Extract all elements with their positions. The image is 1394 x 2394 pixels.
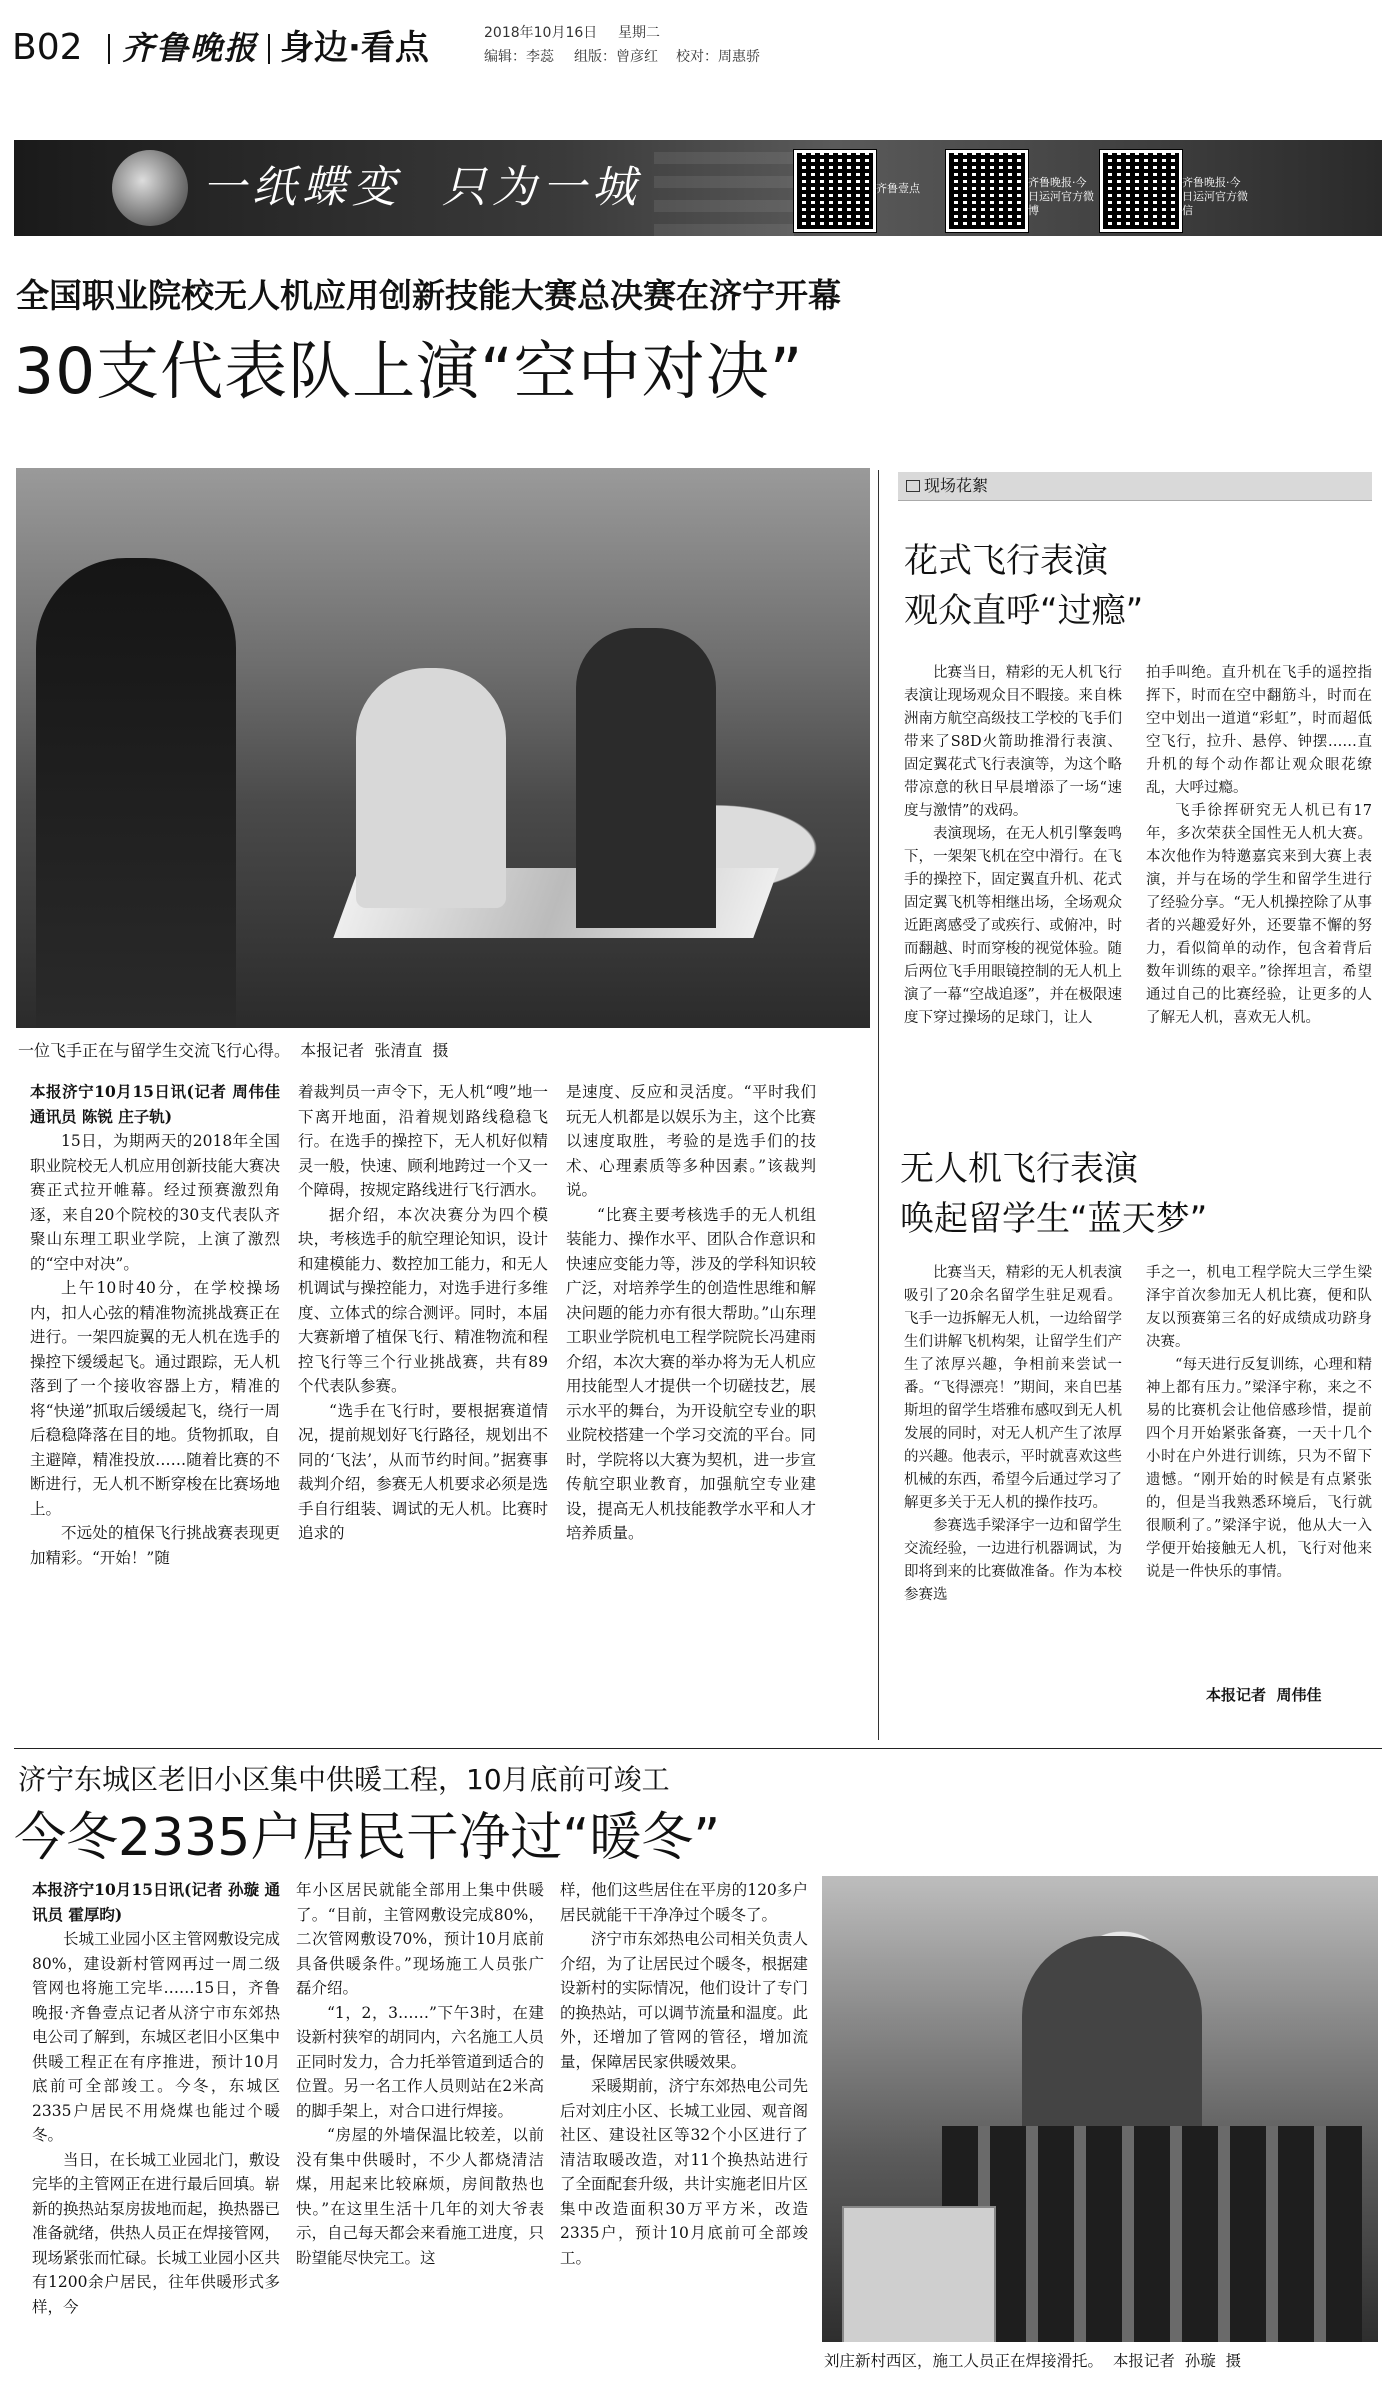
paragraph: 是速度、反应和灵活度。“平时我们玩无人机都是以娱乐为主，这个比赛以速度取胜，考验的是选手们的技术、心理素质等多种因素。”该裁判说。 <box>566 1083 816 1199</box>
layout-credit: 组版：曾彦红 <box>574 49 658 65</box>
paragraph: 年小区居民就能全部用上集中供暖了。“目前，主管网敷设完成80%，二次管网敷设70%，预计10月底前具备供暖条件。”现场施工人员张广磊介绍。 <box>296 1881 544 1997</box>
paragraph: 表演现场，在无人机引擎轰鸣下，一架架飞机在空中滑行。在飞手的操控下，固定翼直升机、花式固定翼飞机等相继出场，全场观众近距离感受了或疾行、或俯冲，时而翻越、时而穿梭的视觉体验。随后两位飞手用眼镜控制的无人机上演了一幕“空战追逐”，并在极限速度下穿过操场的足球门，让人 <box>904 826 1122 1026</box>
paragraph: “房屋的外墙保温比较差，以前没有集中供暖时，不少人都烧清洁煤，用起来比较麻烦，房间散热也快。”在这里生活十几年的刘大爷表示，自己每天都会来看施工进度，只盼望能尽快完工。这 <box>296 2126 544 2267</box>
paragraph: 样，他们这些居住在平房的120多户居民就能干干净净过个暖冬了。 <box>560 1881 808 1924</box>
paragraph: 据介绍，本次决赛分为四个模块，考核选手的航空理论知识，设计和建模能力、数控加工能力，和无人机调试与操控能力，对选手进行多维度、立体式的综合测评。同时，本届大赛新增了植保飞行、精准物流和程控飞行等三个行业挑战赛，共有89个代表队参赛。 <box>298 1205 548 1395</box>
story1-column-1 <box>30 1080 280 1740</box>
paragraph: “比赛主要考核选手的无人机组装能力、操作水平、团队合作意识和快速应变能力等，涉及的学科知识较广泛，对培养学生的创造性思维和解决问题的能力亦有很大帮助。”山东理工职业学院机电工程学院院长冯建雨介绍，本次大赛的举办将为无人机应用技能型人才提供一个切磋技艺，展示水平的舞台，为开设航空专业的职业院校搭建一个学习交流的平台。同时，学院将以大赛为契机，进一步宣传航空职业教育，加强航空专业建设，提高无人机技能教学水平和人才培养质量。 <box>566 1205 816 1542</box>
paragraph: “1，2，3……”下午3时，在建设新村狭窄的胡同内，六名施工人员正同时发力，合力托举管道到适合的位置。另一名工作人员则站在2米高的脚手架上，对合口进行焊接。 <box>296 2003 544 2120</box>
story2-column-2 <box>296 1878 544 2378</box>
qr-code-weibo <box>946 150 1028 232</box>
sidebar-tag <box>898 472 1372 501</box>
story1-photo <box>16 468 870 1028</box>
story2-column-3 <box>560 1878 808 2378</box>
section-title: 身边·看点 <box>280 28 429 68</box>
issue-date: 2018年10月16日 <box>484 25 598 41</box>
banner-emblem <box>112 150 188 226</box>
paragraph: 拍手叫绝。直升机在飞手的遥控指挥下，时而在空中翻筋斗，时而在空中划出一道道“彩虹”，时而超低空飞行，拉升、悬停、钟摆……直升机的每个动作都让观众眼花缭乱，大呼过瘾。 <box>1146 665 1372 796</box>
paper-name-logo: 齐鲁晚报 <box>122 29 259 67</box>
header-divider <box>108 34 110 64</box>
paragraph: 不远处的植保飞行挑战赛表现更加精彩。“开始！”随 <box>30 1524 280 1567</box>
photo-person-right <box>576 628 716 928</box>
sidebar-s1-column-b <box>1146 662 1372 1138</box>
photo-crate <box>842 2206 996 2342</box>
paragraph: 参赛选手梁泽宇一边和留学生交流经验，一边进行机器调试，为即将到来的比赛做准备。作为本校参赛选 <box>904 1518 1122 1603</box>
photo-pipe-supports <box>942 2126 1362 2342</box>
paragraph: 15日，为期两天的2018年全国职业院校无人机应用创新技能大赛决赛正式拉开帷幕。经过预赛激烈角逐，来自20个院校的30支代表队齐聚山东理工职业学院，上演了激烈的“空中对决”。 <box>30 1132 280 1273</box>
proof-credit: 校对：周惠骄 <box>676 49 760 65</box>
story1-column-2 <box>298 1080 548 1740</box>
story2-photo-caption: 刘庄新村西区，施工人员正在焊接滑托。 本报记者 孙璇 摄 <box>824 2352 1242 2370</box>
issue-weekday: 星期二 <box>618 25 660 41</box>
sidebar-s2-column-b <box>1146 1262 1372 1682</box>
sidebar-headline-2b: 唤起留学生“蓝天梦” <box>900 1199 1208 1239</box>
editor-credit: 编辑：李蕊 <box>484 49 554 65</box>
sidebar-tag-icon <box>906 480 920 492</box>
paragraph: 比赛当天，精彩的无人机表演吸引了20余名留学生驻足观看。飞手一边拆解无人机，一边给留学生们讲解飞机构架，让留学生们产生了浓厚兴趣，争相前来尝试一番。“飞得漂亮！”期间，来自巴基斯坦的留学生塔雅布感叹到无人机发展的同时，对无人机产生了浓厚的兴趣。他表示，平时就喜欢这些机械的东西，希望今后通过学习了解更多关于无人机的操作技巧。 <box>904 1265 1122 1511</box>
paragraph: 手之一，机电工程学院大三学生梁泽宇首次参加无人机比赛，便和队友以预赛第三名的好成绩成功跻身决赛。 <box>1146 1265 1372 1350</box>
qr-label-wechat: 齐鲁晚报·今日运河官方微信 <box>1182 176 1248 217</box>
paragraph: 飞手徐挥研究无人机已有17年，多次荣获全国性无人机大赛。本次他作为特邀嘉宾来到大赛上表演，并与在场的学生和留学生进行了经验分享。“无人机操控除了从事者的兴趣爱好外，还要靠不懈的努力，看似简单的动作，包含着背后数年训练的艰辛。”徐挥坦言，希望通过自己的比赛经验，让更多的人了解无人机，喜欢无人机。 <box>1146 803 1372 1026</box>
story1-dateline: 本报济宁10月15日讯(记者 周伟佳 通讯员 陈锐 庄子轨) <box>30 1082 280 1126</box>
photo-person-center <box>356 668 506 908</box>
qr-label-app: 齐鲁壹点 <box>876 182 920 195</box>
story2-kicker: 济宁东城区老旧小区集中供暖工程，10月底前可竣工 <box>18 1763 670 1796</box>
qr-label-weibo: 齐鲁晚报·今日运河官方微博 <box>1028 176 1094 217</box>
paragraph: 采暖期前，济宁东郊热电公司先后对刘庄小区、长城工业园、观音阁社区、建设社区等32个小区进行了清洁取暖改造，对11个换热站进行了全面配套升级，共计实施老旧片区集中改造面积30万平方米，改造2335户，预计10月底前可全部竣工。 <box>560 2077 808 2267</box>
sidebar-tag-label: 现场花絮 <box>924 476 989 495</box>
story2-dateline: 本报济宁10月15日讯(记者 孙璇 通讯员 霍厚昀) <box>32 1880 280 1924</box>
story1-photo-caption: 一位飞手正在与留学生交流飞行心得。 本报记者 张清直 摄 <box>18 1041 449 1060</box>
story1-kicker: 全国职业院校无人机应用创新技能大赛总决赛在济宁开幕 <box>16 276 841 315</box>
story1-headline: 30支代表队上演“空中对决” <box>14 335 804 408</box>
header-divider-2 <box>268 34 270 64</box>
paragraph: 济宁市东郊热电公司相关负责人介绍，为了让居民过个暖冬，根据建设新村的实际情况，他们设计了专门的换热站，可以调节流量和温度。此外，还增加了管网的管径，增加流量，保障居民家供暖效果。 <box>560 1930 808 2071</box>
story2-column-1 <box>32 1878 280 2378</box>
story1-column-3 <box>566 1080 816 1740</box>
sidebar-byline: 本报记者 周伟佳 <box>1206 1686 1322 1704</box>
story2-photo <box>822 1876 1378 2342</box>
paragraph: 上午10时40分，在学校操场内，扣人心弦的精准物流挑战赛正在进行。一架四旋翼的无人机在选手的操控下缓缓起飞。通过跟踪，无人机落到了一个接收容器上方，精准的将“快递”抓取后缓缓起飞，绕行一周后稳稳降落在目的地。货物抓取，自主避障，精准投放……随着比赛的不断进行，无人机不断穿梭在比赛场地上。 <box>30 1279 280 1518</box>
paragraph: “每天进行反复训练，心理和精神上都有压力。”梁泽宇称，来之不易的比赛机会让他倍感珍惜，提前四个月开始紧张备赛，一天十几个小时在户外进行训练，只为不留下遗憾。“刚开始的时候是有点紧张的，但是当我熟悉环境后，飞行就很顺利了。”梁泽宇说，他从大一入学便开始接触无人机，飞行对他来说是一件快乐的事情。 <box>1146 1357 1372 1580</box>
paragraph: 着裁判员一声令下，无人机“嗖”地一下离开地面，沿着规划路线稳稳飞行。在选手的操控下，无人机好似精灵一般，快速、顾利地跨过一个又一个障碍，按规定路线进行飞行洒水。 <box>298 1083 548 1199</box>
sidebar-headline-1b: 观众直呼“过瘾” <box>904 591 1144 631</box>
story-separator <box>14 1748 1382 1749</box>
sidebar-headline-2a: 无人机飞行表演 <box>900 1149 1138 1189</box>
paragraph: 比赛当日，精彩的无人机飞行表演让现场观众目不暇接。来自株洲南方航空高级技工学校的飞手们带来了S8D火箭助推滑行表演、固定翼花式飞行表演等，为这个略带凉意的秋日早晨增添了一场“速度与激情”的戏码。 <box>904 665 1122 819</box>
qr-code-app <box>794 150 876 232</box>
sidebar-headline-1a: 花式飞行表演 <box>904 541 1108 581</box>
banner-slogan: 一纸蝶变 只为一城 <box>202 162 642 213</box>
photo-person-left <box>36 558 236 1028</box>
sidebar-s1-column-a <box>904 662 1122 1138</box>
paragraph: 长城工业园小区主管网敷设完成80%，建设新村管网再过一周二级管网也将施工完毕……15日，齐鲁晚报·齐鲁壹点记者从济宁市东郊热电公司了解到，东城区老旧小区集中供暖工程正在有序推进，预计10月底前可全部竣工。今冬，东城区2335户居民不用烧煤也能过个暖冬。 <box>32 1930 280 2144</box>
sidebar-s2-column-a <box>904 1262 1122 1708</box>
banner-watermark-text <box>654 140 794 236</box>
paragraph: 当日，在长城工业园北门，敷设完毕的主管网正在进行最后回填。崭新的换热站泵房拔地而起，换热器已准备就绪，供热人员正在焊接管网，现场紧张而忙碌。长城工业园小区共有1200余户居民，往年供暖形式多样，今 <box>32 2150 280 2316</box>
page-code: B02 <box>12 27 83 68</box>
paragraph: “选手在飞行时，要根据赛道情况，提前规划好飞行路径，规划出不同的‘飞法’，从而节约时间。”据赛事裁判介绍，参赛无人机要求必须是选手自行组装、调试的无人机。比赛时追求的 <box>298 1401 548 1542</box>
qr-code-wechat <box>1100 150 1182 232</box>
story2-headline: 今冬2335户居民干净过“暖冬” <box>14 1808 721 1868</box>
sidebar-divider <box>878 470 879 1740</box>
